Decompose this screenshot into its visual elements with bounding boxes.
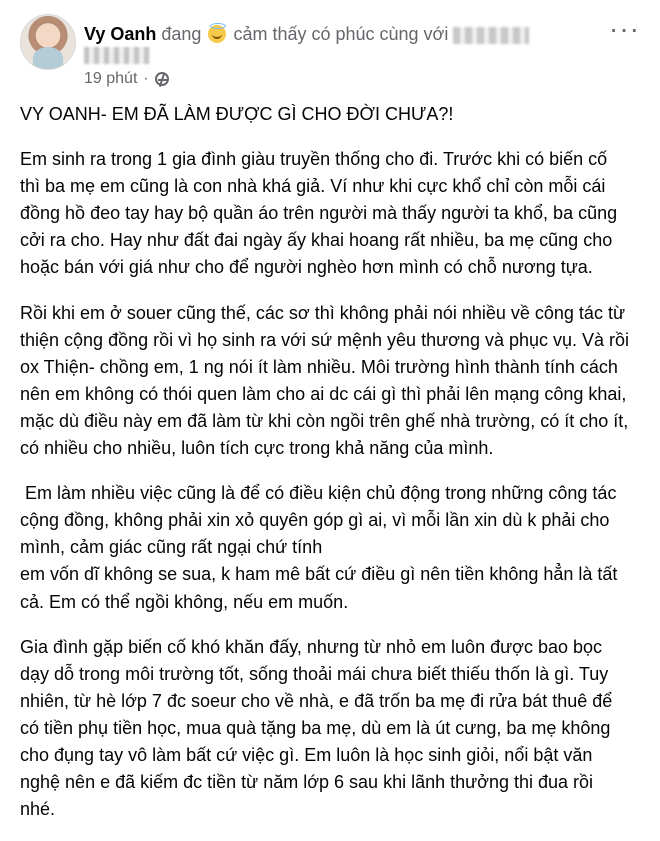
meta-separator: · xyxy=(143,70,149,87)
blurred-tagged-name-continued xyxy=(84,47,150,64)
author-status-line xyxy=(84,22,529,45)
author-name[interactable]: Vy Oanh xyxy=(84,24,157,44)
post-paragraph-2: Rồi khi em ở souer cũng thế, các sơ thì không phải nói nhiều về công tác từ thiện cộng đồng rồi vì họ sinh ra với sứ mệnh yêu thương và phục vụ. Và rồi ox Thiện- chồng em, 1 ng nói ít làm nhiều. Môi trường hình thành tính cách nên em không có thói quen làm cho ai dc cái gì thì phải lên mạng công khai, mặc dù điều này em đã làm từ khi còn ngồi trên ghế nhà trường, có ít cho ít, có nhiều cho nhiều, luôn tích cực trong khả năng của mình. xyxy=(20,302,635,459)
post-paragraph-4: Gia đình gặp biến cố khó khăn đấy, nhưng từ nhỏ em luôn được bao bọc dạy dỗ trong môi trường tốt, sống thoải mái chưa biết thiếu thốn là gì. Tuy nhiên, từ hè lớp 7 đc soeur cho về nhà, e đã trốn ba mẹ đi rửa bát thuê để có tiền phụ tiền học, mua quà tặng ba mẹ, dù em là út cưng, ba mẹ không cho đụng tay vô làm bất cứ việc gì. Em luôn là học sinh giỏi, nổi bật văn nghệ nên e đã kiếm đc tiền từ năm lớp 6 sau khi lãnh thưởng thi đua rồi nhé. xyxy=(20,636,618,820)
post-paragraph-1: Em sinh ra trong 1 gia đình giàu truyền thống cho đi. Trước khi có biến cố thì ba mẹ em cũng là con nhà khá giả. Ví như khi cực khổ chỉ còn mỗi cái đồng hồ đeo tay hay bộ quần áo trên người mà thấy người ta khổ, ba cũng cởi ra cho. Hay như đất đai ngày ấy khai hoang rất nhiều, ba mẹ cũng cho hoặc bán với giá như cho để người nghèo hơn mình có chỗ nương tựa. xyxy=(20,149,623,278)
globe-icon[interactable] xyxy=(155,72,169,86)
more-options-icon[interactable]: ··· xyxy=(609,13,640,44)
post-paragraph-3: Em làm nhiều việc cũng là để có điều kiện chủ động trong những công tác cộng đồng, không phải xin xỏ quyên góp gì ai, vì mỗi lần xin dù k phải cho mình, cảm giác cũng rất ngại chứ tính em vốn dĩ không se sua, k ham mê bất cứ điều gì nên tiền không hẳn là tất cả. Em có thể ngồi không, nếu em muốn. xyxy=(20,483,618,612)
post-title: VY OANH- EM ĐÃ LÀM ĐƯỢC GÌ CHO ĐỜI CHƯA?! xyxy=(20,104,454,124)
post-meta xyxy=(84,69,169,89)
post-header xyxy=(20,14,640,94)
post-content xyxy=(20,101,635,841)
status-prefix: đang xyxy=(161,24,202,44)
smiling-face-with-halo-icon xyxy=(208,25,226,43)
blurred-tagged-name xyxy=(453,27,529,44)
status-text: cảm thấy có phúc cùng với xyxy=(233,24,449,44)
author-avatar[interactable] xyxy=(20,14,76,70)
post-time[interactable]: 19 phút xyxy=(84,70,138,87)
